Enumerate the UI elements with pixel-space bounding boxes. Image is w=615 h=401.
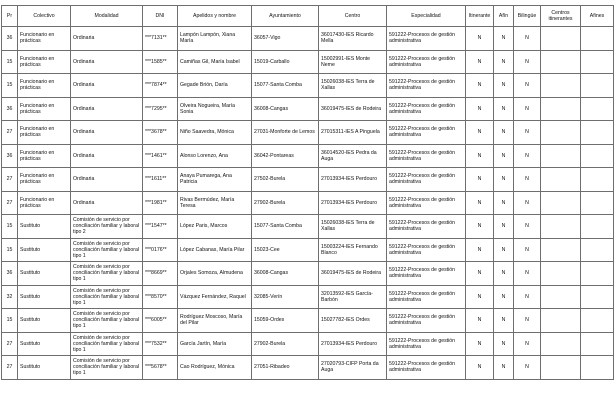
cell-apelidos-y-nombre: Lampón Lampón, Xiana María — [178, 27, 252, 51]
cell-modalidad: Ordinaria — [71, 50, 143, 74]
cell-colectivo: Sustituto — [18, 215, 71, 239]
cell-colectivo: Funcionario en prácticas — [18, 168, 71, 192]
cell-itinerante: N — [466, 238, 494, 262]
cell-itinerante: N — [466, 144, 494, 168]
cell-colectivo: Funcionario en prácticas — [18, 27, 71, 51]
cell-afines — [581, 309, 614, 333]
cell-modalidad: Comisión de servicio por conciliación familiar y laboral tipo 1 — [71, 262, 143, 286]
cell-centro: 36019475-IES de Rodeira — [319, 262, 387, 286]
table-row — [2, 309, 614, 333]
cell-centro: 15002991-IES Monte Neme — [319, 50, 387, 74]
cell-afines — [581, 144, 614, 168]
cell-colectivo: Funcionario en prácticas — [18, 50, 71, 74]
cell-pr: 27 — [2, 168, 18, 192]
cell-especialidad: 591222-Procesos de gestión administrativa — [387, 121, 466, 145]
cell-centro: 36019475-IES de Rodeira — [319, 97, 387, 121]
cell-centros-itinerantes — [541, 27, 581, 51]
cell-especialidad: 591222-Procesos de gestión administrativa — [387, 74, 466, 98]
cell-centros-itinerantes — [541, 332, 581, 356]
cell-especialidad: 591222-Procesos de gestión administrativa — [387, 332, 466, 356]
header-centros-itinerantes: Centros itinerantes — [541, 6, 581, 27]
table-row — [2, 144, 614, 168]
cell-afines — [581, 97, 614, 121]
cell-especialidad: 591222-Procesos de gestión administrativa — [387, 97, 466, 121]
cell-centro: 27013934-IES Perdouro — [319, 191, 387, 215]
cell-pr: 27 — [2, 356, 18, 380]
cell-apelidos-y-nombre: Anaya Pumarega, Ana Patricia — [178, 168, 252, 192]
cell-especialidad: 591222-Procesos de gestión administrativa — [387, 144, 466, 168]
cell-modalidad: Comisión de servicio por conciliación familiar y laboral tipo 1 — [71, 332, 143, 356]
cell-afin: N — [494, 27, 514, 51]
cell-ayuntamiento: 36008-Cangas — [252, 97, 319, 121]
table-row — [2, 262, 614, 286]
cell-modalidad: Comisión de servicio por conciliación familiar y laboral tipo 1 — [71, 309, 143, 333]
cell-dni: ***7874** — [143, 74, 178, 98]
cell-colectivo: Funcionario en prácticas — [18, 121, 71, 145]
cell-pr: 15 — [2, 74, 18, 98]
cell-itinerante: N — [466, 191, 494, 215]
cell-ayuntamiento: 27502-Burela — [252, 168, 319, 192]
cell-afines — [581, 356, 614, 380]
table-row — [2, 238, 614, 262]
table-row — [2, 191, 614, 215]
cell-pr: 36 — [2, 27, 18, 51]
cell-centro: 15027782-IES Ordes — [319, 309, 387, 333]
cell-colectivo: Sustituto — [18, 285, 71, 309]
cell-centros-itinerantes — [541, 215, 581, 239]
cell-afin: N — [494, 191, 514, 215]
cell-centros-itinerantes — [541, 238, 581, 262]
cell-itinerante: N — [466, 121, 494, 145]
cell-itinerante: N — [466, 97, 494, 121]
cell-pr: 15 — [2, 309, 18, 333]
cell-bilingue: N — [514, 309, 541, 333]
cell-dni: ***1611** — [143, 168, 178, 192]
cell-ayuntamiento: 27902-Burela — [252, 191, 319, 215]
cell-ayuntamiento: 27902-Burela — [252, 332, 319, 356]
cell-bilingue: N — [514, 332, 541, 356]
cell-modalidad: Comisión de servicio por conciliación familiar y laboral tipo 2 — [71, 215, 143, 239]
cell-centro: 36014520-IES Pedra da Auga — [319, 144, 387, 168]
cell-afin: N — [494, 121, 514, 145]
cell-pr: 32 — [2, 285, 18, 309]
cell-itinerante: N — [466, 356, 494, 380]
cell-colectivo: Sustituto — [18, 309, 71, 333]
cell-apelidos-y-nombre: Camiñas Gil, María Isabel — [178, 50, 252, 74]
cell-bilingue: N — [514, 74, 541, 98]
cell-ayuntamiento: 15059-Ordes — [252, 309, 319, 333]
cell-pr: 27 — [2, 121, 18, 145]
cell-apelidos-y-nombre: Niño Saavedra, Mónica — [178, 121, 252, 145]
cell-centro: 15026038-IES Terra de Xallas — [319, 74, 387, 98]
cell-centros-itinerantes — [541, 262, 581, 286]
cell-dni: ***0176** — [143, 238, 178, 262]
cell-especialidad: 591222-Procesos de gestión administrativa — [387, 215, 466, 239]
cell-colectivo: Sustituto — [18, 238, 71, 262]
cell-centros-itinerantes — [541, 168, 581, 192]
cell-modalidad: Ordinaria — [71, 144, 143, 168]
cell-colectivo: Funcionario en prácticas — [18, 191, 71, 215]
header-colectivo: Colectivo — [18, 6, 71, 27]
cell-apelidos-y-nombre: Rivas Bermúdez, María Teresa — [178, 191, 252, 215]
cell-dni: ***7532** — [143, 332, 178, 356]
cell-centro: 27020793-CIFP Porta da Auga — [319, 356, 387, 380]
cell-centros-itinerantes — [541, 285, 581, 309]
header-centro: Centro — [319, 6, 387, 27]
cell-bilingue: N — [514, 285, 541, 309]
cell-apelidos-y-nombre: Alonso Lorenzo, Ana — [178, 144, 252, 168]
cell-itinerante: N — [466, 215, 494, 239]
cell-centro: 15003224-IES Fernando Blanco — [319, 238, 387, 262]
cell-bilingue: N — [514, 50, 541, 74]
cell-itinerante: N — [466, 262, 494, 286]
cell-bilingue: N — [514, 238, 541, 262]
cell-afin: N — [494, 168, 514, 192]
cell-centros-itinerantes — [541, 144, 581, 168]
cell-pr: 36 — [2, 262, 18, 286]
cell-itinerante: N — [466, 27, 494, 51]
cell-pr: 15 — [2, 50, 18, 74]
cell-especialidad: 591222-Procesos de gestión administrativa — [387, 285, 466, 309]
table-row — [2, 121, 614, 145]
cell-apelidos-y-nombre: Gegade Brión, Daría — [178, 74, 252, 98]
table-row — [2, 168, 614, 192]
cell-bilingue: N — [514, 356, 541, 380]
cell-especialidad: 591222-Procesos de gestión administrativa — [387, 309, 466, 333]
cell-apelidos-y-nombre: Rodríguez Moscoso, María del Pilar — [178, 309, 252, 333]
cell-afines — [581, 285, 614, 309]
table-header-row — [2, 6, 614, 27]
cell-colectivo: Sustituto — [18, 356, 71, 380]
cell-afines — [581, 121, 614, 145]
table-row — [2, 50, 614, 74]
cell-afin: N — [494, 309, 514, 333]
cell-dni: ***1547** — [143, 215, 178, 239]
cell-centros-itinerantes — [541, 50, 581, 74]
cell-modalidad: Ordinaria — [71, 74, 143, 98]
cell-bilingue: N — [514, 168, 541, 192]
header-pr: Pr — [2, 6, 18, 27]
cell-modalidad: Ordinaria — [71, 97, 143, 121]
cell-ayuntamiento: 15019-Carballo — [252, 50, 319, 74]
table-row — [2, 97, 614, 121]
cell-dni: ***8570** — [143, 285, 178, 309]
cell-centro: 32013592-IES García-Barbón — [319, 285, 387, 309]
cell-colectivo: Sustituto — [18, 332, 71, 356]
cell-modalidad: Ordinaria — [71, 121, 143, 145]
cell-itinerante: N — [466, 50, 494, 74]
cell-centros-itinerantes — [541, 74, 581, 98]
cell-dni: ***5678** — [143, 356, 178, 380]
cell-dni: ***7295** — [143, 97, 178, 121]
cell-especialidad: 591222-Procesos de gestión administrativa — [387, 50, 466, 74]
cell-afin: N — [494, 97, 514, 121]
cell-especialidad: 591222-Procesos de gestión administrativa — [387, 168, 466, 192]
cell-afines — [581, 238, 614, 262]
cell-dni: ***8669** — [143, 262, 178, 286]
cell-colectivo: Funcionario en prácticas — [18, 144, 71, 168]
cell-afines — [581, 262, 614, 286]
cell-dni: ***7131** — [143, 27, 178, 51]
cell-bilingue: N — [514, 27, 541, 51]
cell-afines — [581, 74, 614, 98]
cell-bilingue: N — [514, 121, 541, 145]
cell-afin: N — [494, 262, 514, 286]
cell-apelidos-y-nombre: García Jartín, María — [178, 332, 252, 356]
cell-afines — [581, 332, 614, 356]
cell-centro: 15026038-IES Terra de Xallas — [319, 215, 387, 239]
cell-centros-itinerantes — [541, 309, 581, 333]
cell-afin: N — [494, 332, 514, 356]
cell-dni: ***1585** — [143, 50, 178, 74]
table-row — [2, 285, 614, 309]
cell-modalidad: Comisión de servicio por conciliación familiar y laboral tipo 1 — [71, 238, 143, 262]
header-especialidad: Especialidad — [387, 6, 466, 27]
cell-modalidad: Ordinaria — [71, 168, 143, 192]
cell-ayuntamiento: 36057-Vigo — [252, 27, 319, 51]
cell-apelidos-y-nombre: Vázquez Fernández, Raquel — [178, 285, 252, 309]
cell-pr: 15 — [2, 238, 18, 262]
cell-afin: N — [494, 238, 514, 262]
cell-afines — [581, 215, 614, 239]
cell-pr: 36 — [2, 97, 18, 121]
assignments-table — [1, 5, 614, 380]
cell-ayuntamiento: 27031-Monforte de Lemos — [252, 121, 319, 145]
header-modalidad: Modalidad — [71, 6, 143, 27]
cell-afin: N — [494, 285, 514, 309]
cell-afines — [581, 168, 614, 192]
cell-dni: ***3678** — [143, 121, 178, 145]
cell-pr: 36 — [2, 144, 18, 168]
cell-afin: N — [494, 144, 514, 168]
cell-dni: ***1981** — [143, 191, 178, 215]
table-row — [2, 215, 614, 239]
cell-apelidos-y-nombre: Olveira Nogueira, María Sonia — [178, 97, 252, 121]
cell-bilingue: N — [514, 144, 541, 168]
cell-ayuntamiento: 27051-Ribadeo — [252, 356, 319, 380]
header-afines: Afines — [581, 6, 614, 27]
cell-bilingue: N — [514, 97, 541, 121]
cell-ayuntamiento: 36008-Cangas — [252, 262, 319, 286]
cell-afin: N — [494, 356, 514, 380]
cell-modalidad: Comisión de servicio por conciliación familiar y laboral tipo 1 — [71, 356, 143, 380]
cell-dni: ***1461** — [143, 144, 178, 168]
table-row — [2, 27, 614, 51]
cell-centros-itinerantes — [541, 97, 581, 121]
cell-ayuntamiento: 32085-Verín — [252, 285, 319, 309]
cell-ayuntamiento: 36042-Pontareas — [252, 144, 319, 168]
cell-bilingue: N — [514, 215, 541, 239]
header-bilingue: Bilingüe — [514, 6, 541, 27]
table-row — [2, 356, 614, 380]
cell-itinerante: N — [466, 168, 494, 192]
header-itinerante: Itinerante — [466, 6, 494, 27]
cell-apelidos-y-nombre: López Paris, Marcos — [178, 215, 252, 239]
cell-colectivo: Sustituto — [18, 262, 71, 286]
cell-bilingue: N — [514, 191, 541, 215]
cell-dni: ***6005** — [143, 309, 178, 333]
cell-afines — [581, 50, 614, 74]
cell-colectivo: Funcionario en prácticas — [18, 97, 71, 121]
cell-modalidad: Ordinaria — [71, 191, 143, 215]
cell-afin: N — [494, 215, 514, 239]
cell-especialidad: 591222-Procesos de gestión administrativa — [387, 238, 466, 262]
header-dni: DNI — [143, 6, 178, 27]
cell-especialidad: 591222-Procesos de gestión administrativa — [387, 191, 466, 215]
cell-especialidad: 591222-Procesos de gestión administrativa — [387, 262, 466, 286]
cell-ayuntamiento: 15077-Santa Comba — [252, 215, 319, 239]
cell-pr: 27 — [2, 332, 18, 356]
cell-bilingue: N — [514, 262, 541, 286]
header-ayuntamiento: Ayuntamiento — [252, 6, 319, 27]
cell-modalidad: Comisión de servicio por conciliación familiar y laboral tipo 1 — [71, 285, 143, 309]
cell-apelidos-y-nombre: Cao Rodríguez, Mónica — [178, 356, 252, 380]
cell-centro: 27015311-IES A Pinguela — [319, 121, 387, 145]
cell-itinerante: N — [466, 332, 494, 356]
cell-afines — [581, 27, 614, 51]
cell-apelidos-y-nombre: López Cabanas, María Pilar — [178, 238, 252, 262]
header-apelidos-y-nombre: Apelidos y nombre — [178, 6, 252, 27]
cell-afin: N — [494, 50, 514, 74]
cell-itinerante: N — [466, 74, 494, 98]
cell-centro: 36017430-IES Ricardo Mella — [319, 27, 387, 51]
cell-apelidos-y-nombre: Orjales Somoza, Almudena — [178, 262, 252, 286]
header-afin: Afín — [494, 6, 514, 27]
cell-colectivo: Funcionario en prácticas — [18, 74, 71, 98]
cell-itinerante: N — [466, 285, 494, 309]
cell-especialidad: 591222-Procesos de gestión administrativa — [387, 27, 466, 51]
cell-ayuntamiento: 15077-Santa Comba — [252, 74, 319, 98]
cell-ayuntamiento: 15023-Cee — [252, 238, 319, 262]
table-row — [2, 332, 614, 356]
cell-centros-itinerantes — [541, 121, 581, 145]
cell-centros-itinerantes — [541, 191, 581, 215]
cell-especialidad: 591222-Procesos de gestión administrativa — [387, 356, 466, 380]
cell-modalidad: Ordinaria — [71, 27, 143, 51]
cell-pr: 15 — [2, 215, 18, 239]
cell-afin: N — [494, 74, 514, 98]
cell-centros-itinerantes — [541, 356, 581, 380]
cell-itinerante: N — [466, 309, 494, 333]
cell-pr: 27 — [2, 191, 18, 215]
cell-centro: 27013934-IES Perdouro — [319, 332, 387, 356]
cell-afines — [581, 191, 614, 215]
cell-centro: 27013934-IES Perdouro — [319, 168, 387, 192]
table-row — [2, 74, 614, 98]
